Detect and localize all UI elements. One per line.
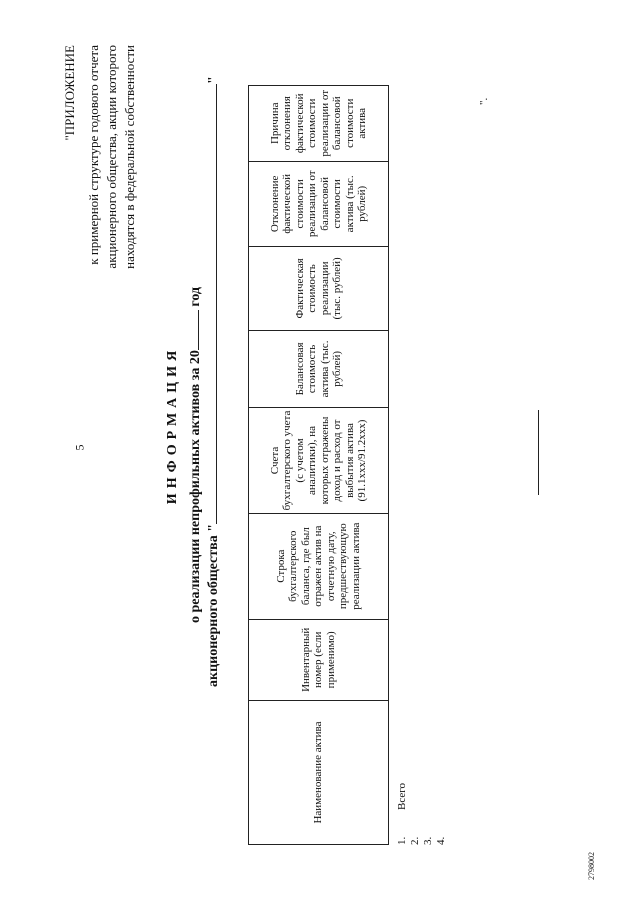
document-title: ИНФОРМАЦИЯ bbox=[165, 345, 180, 505]
row-label-2: 2. bbox=[409, 836, 421, 845]
footer-code: 2798002 bbox=[587, 852, 596, 880]
header-book-value: Балансовая стоимость актива (тыс. рублей) bbox=[249, 330, 389, 408]
header-actual-value: Фактическая стоимость реализации (тыс. рублей) bbox=[249, 247, 389, 331]
header-inventory-number: Инвентарный номер (если применимо) bbox=[249, 619, 389, 701]
row-labels bbox=[396, 837, 448, 845]
row-label-1: 1. bbox=[396, 836, 408, 845]
appendix-line-2: акционерного общества, акции которого bbox=[104, 45, 119, 269]
header-balance-line: Строка бухгалтерского баланса, где был отражен актив на отчетную дату, предшествующую реализации актива bbox=[249, 513, 389, 619]
header-asset-name: Наименование актива bbox=[249, 701, 389, 845]
heading-line-1: о реализации непрофильных активов за 20 год bbox=[188, 286, 203, 623]
heading-line-2: акционерного общества "" bbox=[206, 76, 221, 687]
appendix-title: "ПРИЛОЖЕНИЕ bbox=[62, 45, 77, 141]
header-accounts: Счета бухгалтерского учета (с учетом аналитики), на которых отражены доход и расход от выбытия актива (91.1xxx/91.2xxx) bbox=[249, 408, 389, 514]
closing-mark: ". bbox=[478, 97, 490, 105]
row-label-total: Всего bbox=[396, 783, 408, 810]
signature-line-1 bbox=[538, 410, 539, 495]
row-label-4: 4. bbox=[435, 836, 447, 845]
header-reason: Причина отклонения фактической стоимости реализации от балансовой стоимости актива bbox=[249, 86, 389, 162]
page-number: 5 bbox=[72, 444, 87, 451]
row-label-3: 3. bbox=[422, 836, 434, 845]
appendix-line-3: находятся в федеральной собственности bbox=[122, 45, 137, 269]
appendix-line-1: к примерной структуре годового отчета bbox=[86, 45, 101, 265]
header-deviation: Отклонение фактической стоимости реализации от балансовой стоимости актива (тыс. рублей) bbox=[249, 161, 389, 247]
assets-table bbox=[248, 85, 389, 845]
